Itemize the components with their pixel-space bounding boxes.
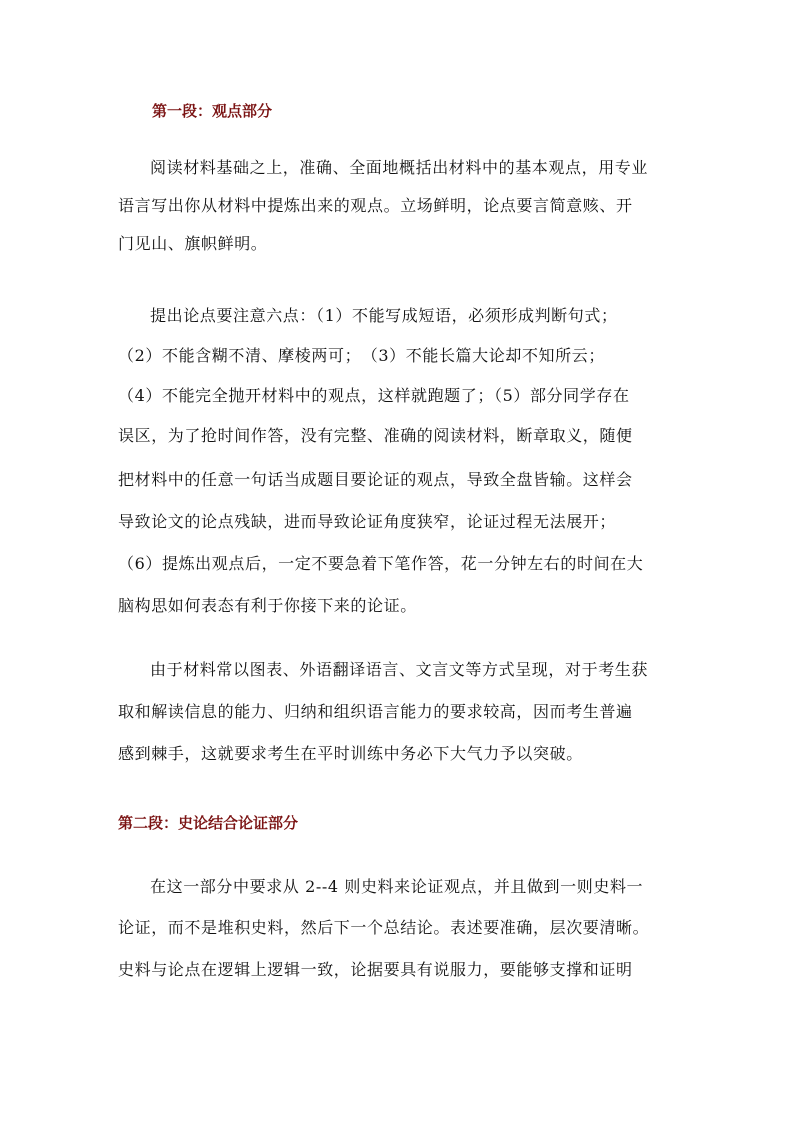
- paragraph-line: 导致论文的论点残缺，进而导致论证角度狭窄，论证过程无法展开；: [118, 512, 617, 531]
- paragraph-line: 取和解读信息的能力、归纳和组织语言能力的要求较高，因而考生普遍: [118, 702, 633, 721]
- paragraph-line: 论证，而不是堆积史料，然后下一个总结论。表述要准确，层次要清晰。: [118, 918, 650, 937]
- paragraph-line: 由于材料常以图表、外语翻译语言、文言文等方式呈现，对于考生获: [150, 660, 649, 679]
- paragraph-line: （6）提炼出观点后，一定不要急着下笔作答，花一分钟左右的时间在大: [118, 554, 644, 573]
- paragraph-line: 把材料中的任意一句话当成题目要论证的观点，导致全盘皆输。这样会: [118, 470, 633, 489]
- paragraph-line: 误区，为了抢时间作答，没有完整、准确的阅读材料，断章取义，随便: [118, 426, 633, 445]
- paragraph-line: 史料与论点在逻辑上逻辑一致，论据要具有说服力，要能够支撑和证明: [118, 960, 633, 979]
- paragraph-line: 门见山、旗帜鲜明。: [118, 234, 268, 253]
- section-1-heading: 第一段：观点部分: [152, 102, 273, 120]
- paragraph-line: 脑构思如何表态有利于你接下来的论证。: [118, 596, 417, 615]
- paragraph-line: 感到棘手，这就要求考生在平时训练中务必下大气力予以突破。: [118, 744, 583, 763]
- section-2-heading: 第二段：史论结合论证部分: [118, 814, 299, 832]
- paragraph-line: （4）不能完全抛开材料中的观点，这样就跑题了；（5）部分同学存在: [118, 386, 630, 405]
- paragraph-line: 提出论点要注意六点：（1）不能写成短语，必须形成判断句式；: [150, 306, 618, 325]
- paragraph-line: 阅读材料基础之上，准确、全面地概括出材料中的基本观点，用专业: [150, 158, 649, 177]
- paragraph-line: 语言写出你从材料中提炼出来的观点。立场鲜明，论点要言简意赅、开: [118, 196, 633, 215]
- paragraph-line: 在这一部分中要求从 2--4 则史料来论证观点，并且做到一则史料一: [150, 877, 644, 896]
- paragraph-line: （2）不能含糊不清、摩棱两可； （3）不能长篇大论却不知所云；: [118, 346, 605, 365]
